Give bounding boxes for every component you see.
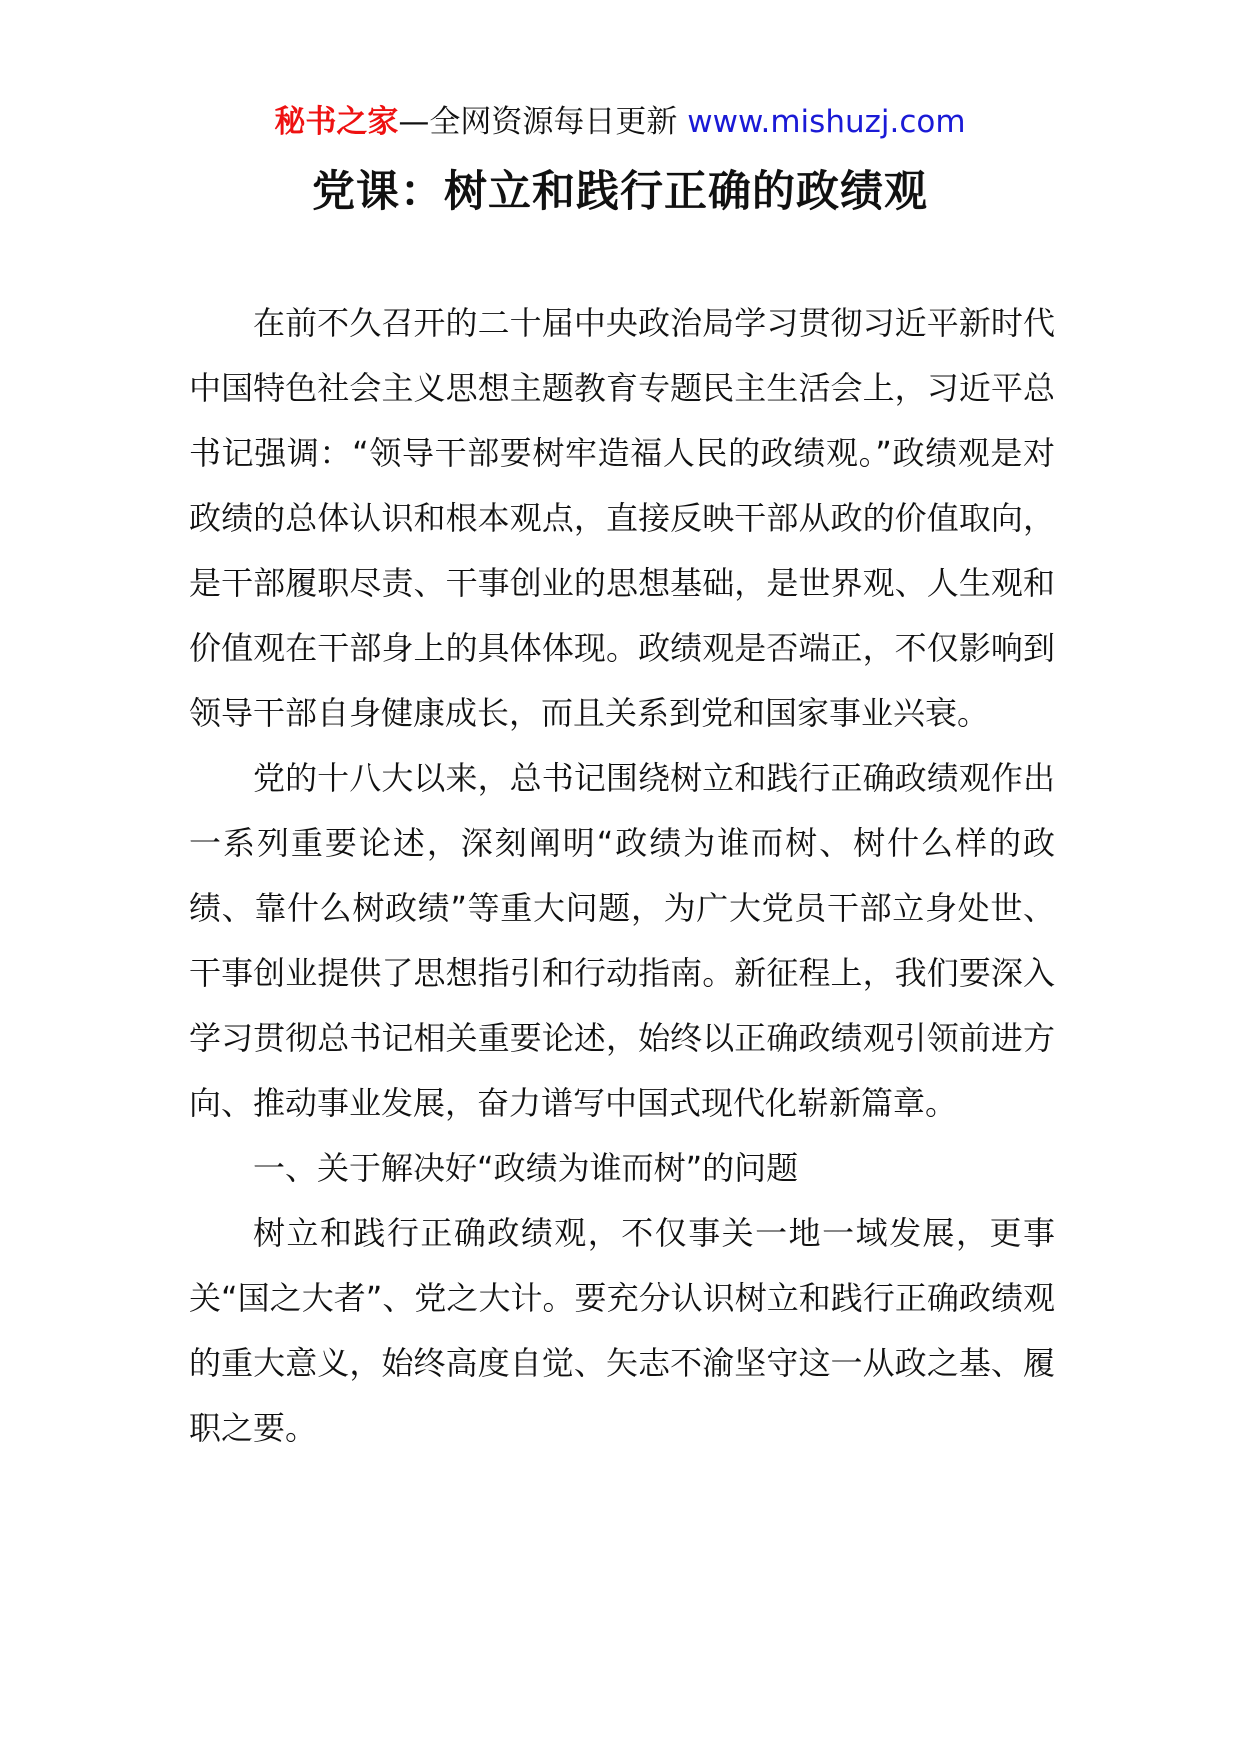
paragraph-2: 党的十八大以来，总书记围绕树立和践行正确政绩观作出一系列重要论述，深刻阐明“政绩为谁而树、树什么样的政绩、靠什么树政绩”等重大问题，为广大党员干部立身处世、干事创业提供了思想指引和行动指南。新征程上，我们要深入学习贯彻总书记相关重要论述，始终以正确政绩观引领前进方向、推动事业发展，奋力谱写中国式现代化崭新篇章。 <box>189 759 1055 1122</box>
document-title: 党课：树立和践行正确的政绩观 <box>312 167 928 217</box>
paragraph-1: 在前不久召开的二十届中央政治局学习贯彻习近平新时代中国特色社会主义思想主题教育专题民主生活会上，习近平总书记强调：“领导干部要树牢造福人民的政绩观。”政绩观是对政绩的总体认识和根本观点，直接反映干部从政的价值取向，是干部履职尽责、干事创业的思想基础，是世界观、人生观和价值观在干部身上的具体体现。政绩观是否端正，不仅影响到领导干部自身健康成长，而且关系到党和国家事业兴衰。 <box>189 304 1055 732</box>
site-header <box>0 100 1240 144</box>
section-1-paragraph: 树立和践行正确政绩观，不仅事关一地一域发展，更事关“国之大者”、党之大计。要充分认识树立和践行正确政绩观的重大意义，始终高度自觉、矢志不渝坚守这一从政之基、履职之要。 <box>189 1214 1055 1447</box>
document-body <box>189 291 1055 1461</box>
site-url-link[interactable]: www.mishuzj.com <box>687 104 966 140</box>
site-slogan: —全网资源每日更新 <box>398 104 678 140</box>
site-brand: 秘书之家 <box>274 104 399 140</box>
section-heading-1: 一、关于解决好“政绩为谁而树”的问题 <box>253 1149 799 1187</box>
